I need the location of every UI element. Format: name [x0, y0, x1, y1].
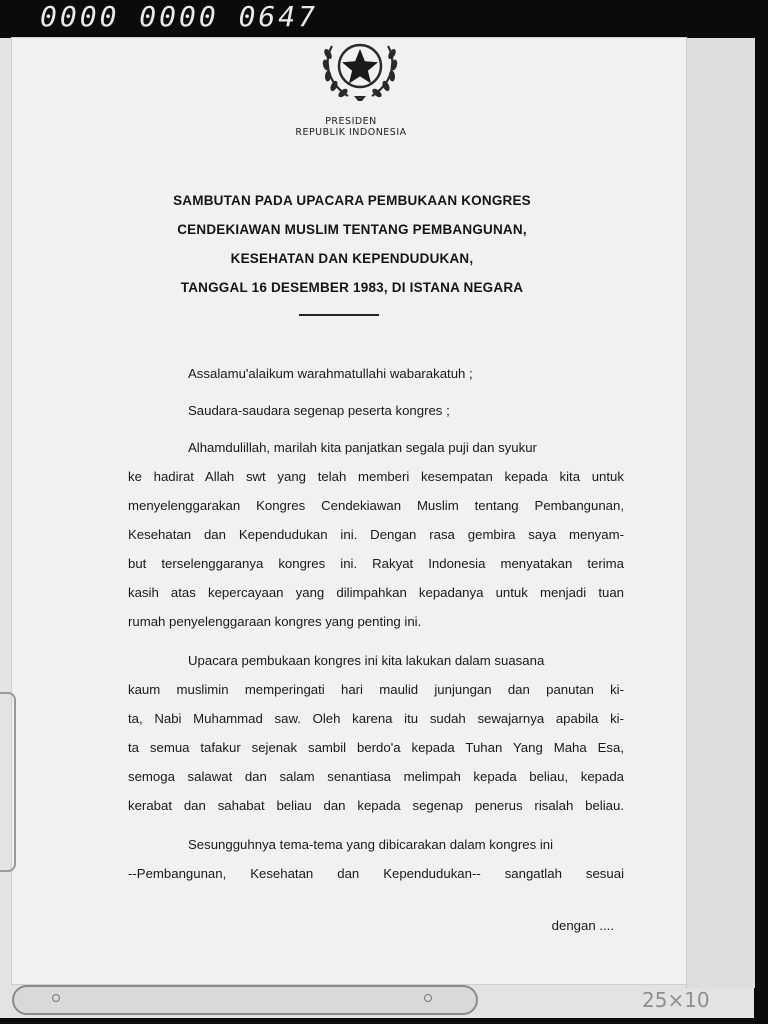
paragraph-line: kaum muslimin memperingati hari maulid junjungan dan panutan ki-	[128, 682, 624, 697]
title-line: SAMBUTAN PADA UPACARA PEMBUKAAN KONGRES	[173, 193, 531, 208]
star-wreath-emblem-icon	[318, 38, 402, 104]
paragraph-line: --Pembangunan, Kesehatan dan Kependudukan-- sangatlah sesuai	[128, 866, 624, 881]
paragraph-line: rumah penyelenggaraan kongres yang penting ini.	[128, 614, 422, 629]
backing-edge	[686, 38, 755, 988]
paragraph-line: Upacara pembukaan kongres ini kita lakukan dalam suasana	[188, 653, 545, 668]
paragraph-line: ta semua tafakur sejenak sambil berdo'a kepada Tuhan Yang Maha Esa,	[128, 740, 624, 755]
paragraph-line: ta, Nabi Muhammad saw. Oleh karena itu sudah sewajarnya apabila ki-	[128, 711, 624, 726]
letterhead-line-presiden: PRESIDEN	[325, 116, 377, 127]
document-page	[12, 38, 686, 984]
magnification-label: 25×10	[642, 988, 710, 1012]
paragraph-line: kasih atas kepercayaan yang dilimpahkan kepadanya untuk menjadi tuan	[128, 585, 624, 600]
salutation: Assalamu'alaikum warahmatullahi wabarakatuh ;	[188, 366, 473, 381]
title-underline	[299, 314, 379, 316]
scrollbar-left-marker	[52, 994, 60, 1002]
address-line: Saudara-saudara segenap peserta kongres ;	[188, 403, 450, 418]
paragraph-line: Kesehatan dan Kependudukan ini. Dengan rasa gembira saya menyam-	[128, 527, 624, 542]
paragraph-line: menyelenggarakan Kongres Cendekiawan Muslim tentang Pembangunan,	[128, 498, 624, 513]
title-line: CENDEKIAWAN MUSLIM TENTANG PEMBANGUNAN,	[177, 222, 527, 237]
paragraph-line: but terselenggaranya kongres ini. Rakyat Indonesia menyatakan terima	[128, 556, 624, 571]
paragraph-line: kerabat dan sahabat beliau dan kepada segenap penerus risalah beliau.	[128, 798, 624, 813]
continuation-word: dengan ....	[551, 918, 614, 933]
paragraph-line: Sesungguhnya tema-tema yang dibicarakan dalam kongres ini	[188, 837, 554, 852]
film-frame-code: 0000 0000 0647	[40, 0, 319, 33]
paragraph-line: Alhamdulillah, marilah kita panjatkan segala puji dan syukur	[188, 440, 537, 455]
letterhead-line-republik: REPUBLIK INDONESIA	[295, 127, 407, 138]
title-line: KESEHATAN DAN KEPENDUDUKAN,	[230, 251, 474, 266]
speech-body	[128, 359, 624, 888]
paragraph-line: semoga salawat dan salam senantiasa melimpah kepada beliau, kepada	[128, 769, 624, 784]
paragraph-line: ke hadirat Allah swt yang telah memberi kesempatan kepada kita untuk	[128, 469, 624, 484]
reader-side-clip	[0, 692, 16, 872]
reader-scrollbar[interactable]	[12, 985, 478, 1015]
speech-title	[122, 186, 582, 302]
scrollbar-right-marker	[424, 994, 432, 1002]
title-line: TANGGAL 16 DESEMBER 1983, DI ISTANA NEGARA	[180, 280, 524, 295]
